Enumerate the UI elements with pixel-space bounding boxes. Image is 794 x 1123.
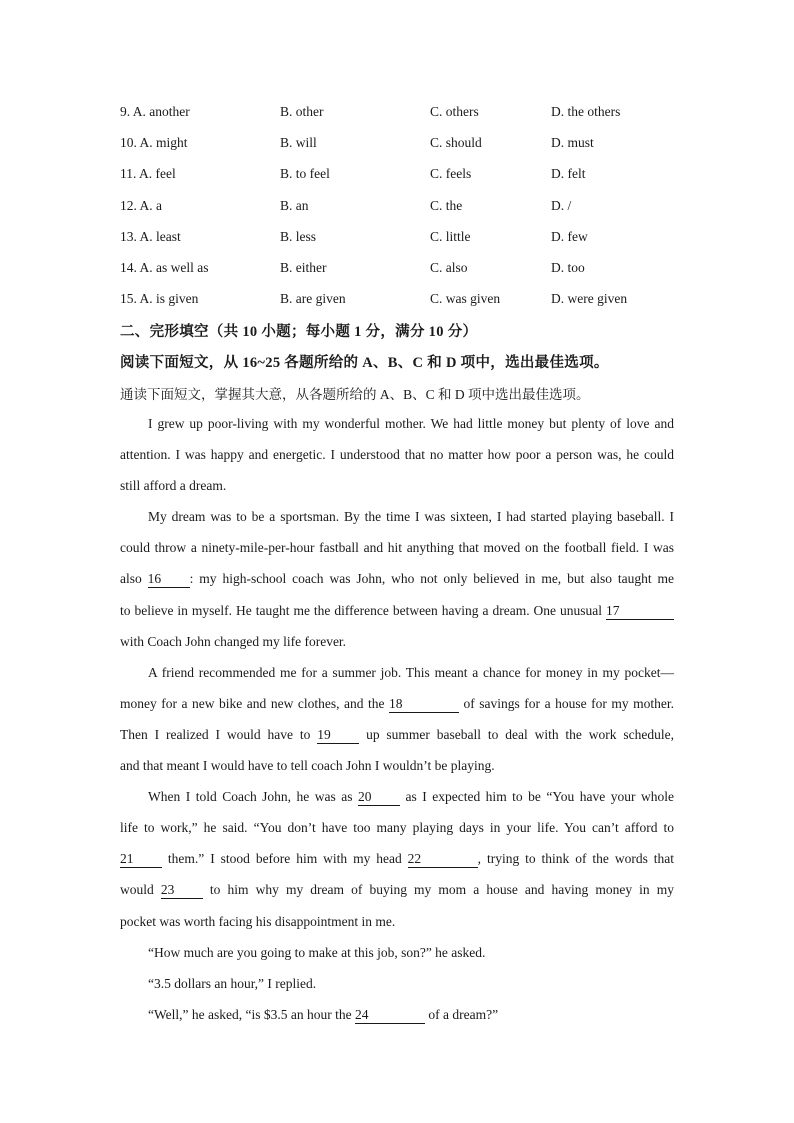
passage-line: I grew up poor-living with my wonderful mother. We had little money but plenty of love and [148, 416, 674, 431]
option-b: B. are given [280, 291, 346, 307]
passage-line: attention. I was happy and energetic. I understood that no matter how poor a person was, he could [120, 447, 674, 463]
option-c: C. was given [430, 291, 501, 307]
option-d: D. were given [551, 291, 628, 307]
passage-line [120, 1005, 674, 1036]
option-b: B. an [280, 197, 309, 213]
option-b: B. less [280, 228, 317, 244]
option-d: D. few [551, 228, 588, 244]
option-c: C. should [430, 135, 482, 151]
passage-line [120, 880, 674, 911]
option-c: C. also [430, 259, 468, 275]
question-14-options [120, 258, 680, 289]
blank-19: 19 [317, 727, 359, 744]
passage-line: “How much are you going to make at this job, son?” he asked. [148, 944, 486, 960]
question-12-options [120, 196, 680, 227]
option-d: D. too [551, 259, 585, 275]
option-c: C. little [430, 228, 471, 244]
option-d: D. must [551, 135, 594, 151]
cloze-passage [120, 414, 674, 1036]
passage-line: A friend recommended me for a summer job. This meant a chance for money in my pocket— [148, 664, 674, 680]
answer-options [120, 102, 680, 320]
passage-line [120, 787, 674, 818]
passage-line [120, 569, 674, 600]
option-a: 15. A. is given [120, 291, 199, 307]
text-run: of a dream?” [424, 1006, 499, 1022]
text-run: up summer baseball to deal with the work schedule, [359, 726, 674, 742]
text-run: “Well,” he asked, “is $3.5 an hour the [148, 1006, 355, 1022]
text-run: When I told Coach John, he was as [148, 789, 359, 805]
option-b: B. to feel [280, 166, 330, 182]
passage-line [120, 601, 674, 632]
option-b: B. will [280, 135, 317, 151]
option-c: C. the [430, 197, 463, 213]
question-15-options [120, 289, 680, 320]
blank-24: 24 [355, 1007, 425, 1024]
section-instruction: 通读下面短文，掌握其大意，从各题所给的 A、B、C 和 D 项中选出最佳选项。 [120, 387, 590, 402]
option-c: C. others [430, 104, 479, 119]
text-run: would [120, 882, 161, 898]
text-run: of savings for a house for my mother. [459, 695, 674, 711]
option-a: 12. A. a [120, 197, 162, 213]
blank-22: 22 [408, 851, 478, 868]
blank-23: 23 [161, 882, 203, 899]
blank-17: 17 [606, 603, 674, 620]
option-a: 13. A. least [120, 228, 181, 244]
option-b: B. other [280, 104, 324, 119]
passage-line: pocket was worth facing his disappointment in me. [120, 913, 396, 929]
option-d: D. / [551, 197, 572, 213]
passage-line: life to work,” he said. “You don’t have too many playing days in your life. You can’t afford to [120, 820, 674, 836]
section-title: 二、完形填空（共 10 小题；每小题 1 分，满分 10 分） [120, 324, 478, 340]
option-a: 9. A. another [120, 104, 190, 119]
question-9-options [120, 102, 680, 133]
blank-20: 20 [358, 789, 400, 806]
option-a: 10. A. might [120, 135, 188, 151]
passage-line: still afford a dream. [120, 478, 227, 494]
text-run: Then I realized I would have to [120, 726, 318, 742]
option-a: 11. A. feel [120, 166, 176, 182]
option-c: C. feels [430, 166, 472, 182]
passage-line: with Coach John changed my life forever. [120, 633, 347, 649]
text-run: also [120, 571, 148, 587]
option-d: D. felt [551, 166, 586, 182]
text-run: them.” I stood before him with my head [162, 851, 408, 867]
text-run: to believe in myself. He taught me the difference between having a dream. One unusual [120, 602, 606, 618]
blank-16: 16 [148, 571, 190, 588]
text-run: money for a new bike and new clothes, and the [120, 695, 389, 711]
text-run: to him why my dream of buying my mom a house and having money in my [202, 882, 674, 898]
passage-line: “3.5 dollars an hour,” I replied. [148, 975, 317, 991]
text-run: as I expected him to be “You have your whole [400, 789, 674, 805]
question-11-options [120, 164, 680, 195]
option-d: D. the others [551, 104, 621, 119]
text-run: : my high-school coach was John, who not only believed in me, but also taught me [189, 571, 674, 587]
option-a: 14. A. as well as [120, 259, 209, 275]
passage-line [120, 849, 674, 880]
option-b: B. either [280, 259, 327, 275]
question-13-options [120, 227, 680, 258]
section-instruction-bold: 阅读下面短文，从 16~25 各题所给的 A、B、C 和 D 项中，选出最佳选项。 [120, 355, 609, 371]
passage-line: and that meant I would have to tell coach John I wouldn’t be playing. [120, 758, 495, 774]
blank-18: 18 [389, 696, 459, 713]
passage-line [120, 725, 674, 756]
passage-line: My dream was to be a sportsman. By the time I was sixteen, I had started playing baseball. I [148, 509, 674, 525]
question-10-options [120, 133, 680, 164]
blank-21: 21 [120, 851, 162, 868]
text-run: , trying to think of the words that [477, 851, 674, 867]
passage-line: could throw a ninety-mile-per-hour fastball and hit anything that moved on the football field. I was [120, 540, 674, 556]
passage-line [120, 694, 674, 725]
